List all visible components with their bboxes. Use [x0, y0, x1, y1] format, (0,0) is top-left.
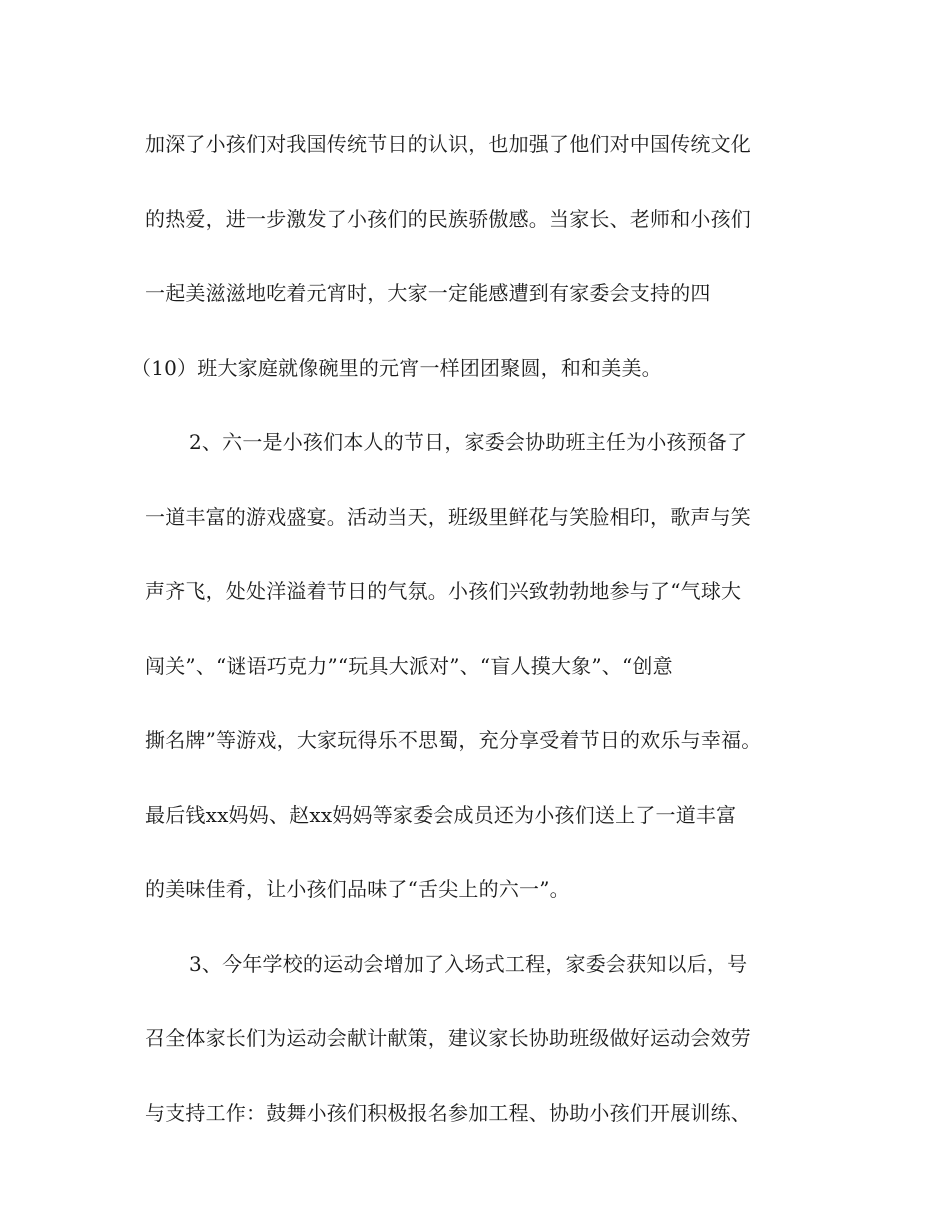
text-line-8: 闯关”、“谜语巧克力”“玩具大派对”、“盲人摸大象”、“创意	[145, 653, 673, 678]
text-line-6: 一道丰富的游戏盛宴。活动当天，班级里鲜花与笑脸相印，歌声与笑	[145, 504, 751, 529]
paragraph-2-start: 2、六一是小孩们本人的节日，家委会协助班主任为小孩预备了	[189, 430, 748, 454]
text-line-14: 与支持工作：鼓舞小孩们积极报名参加工程、协助小孩们开展训练、	[145, 1100, 751, 1125]
text-line-2: 的热爱，进一步激发了小孩们的民族骄傲感。当家长、老师和小孩们	[145, 206, 751, 231]
body-text	[131, 118, 815, 1161]
text-line-13: 召全体家长们为运动会献计献策，建议家长协助班级做好运动会效劳	[145, 1026, 751, 1050]
paragraph-3-start: 3、今年学校的运动会增加了入场式工程，家委会获知以后，号	[189, 951, 748, 976]
text-line-7: 声齐飞，处处洋溢着节日的气氛。小孩们兴致勃勃地参与了“气球大	[145, 579, 742, 603]
text-line-1: 加深了小孩们对我国传统节日的认识，也加强了他们对中国传统文化	[145, 132, 751, 156]
text-line-9: 撕名牌”等游戏，大家玩得乐不思蜀，充分享受着节日的欢乐与幸福。	[145, 728, 762, 752]
text-line-4: （10）班大家庭就像碗里的元宵一样团团聚圆，和和美美。	[131, 355, 662, 380]
text-line-11: 的美味佳肴，让小孩们品味了“舌尖上的六一”。	[145, 877, 570, 901]
text-line-10: 最后钱xx妈妈、赵xx妈妈等家委会成员还为小孩们送上了一道丰富	[145, 802, 737, 827]
text-line-3: 一起美滋滋地吃着元宵时，大家一定能感遭到有家委会支持的四	[145, 281, 711, 305]
